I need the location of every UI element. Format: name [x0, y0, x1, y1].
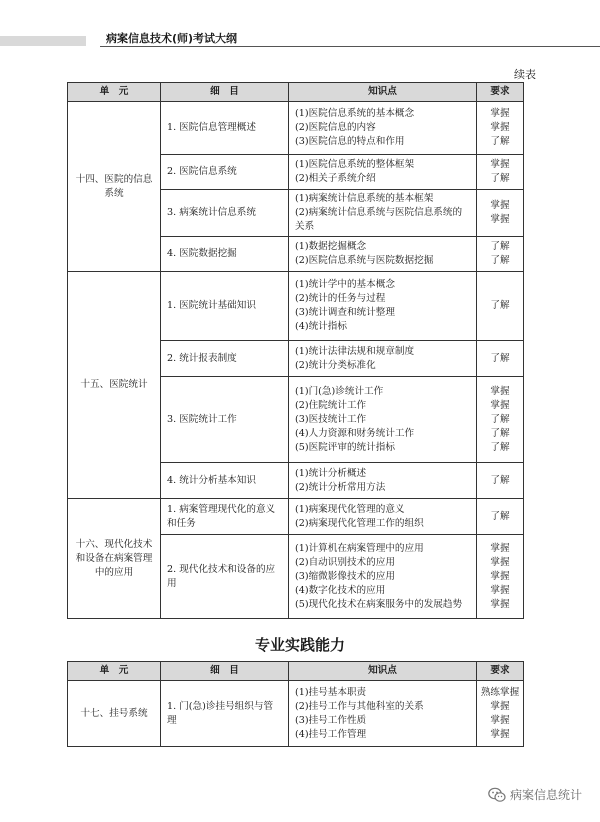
subtopic-cell: 2. 医院信息系统 [161, 155, 289, 190]
knowledge-point: (2)医院信息的内容 [295, 122, 376, 133]
requirement-level: 掌握 [490, 714, 510, 726]
knowledge-points-cell [289, 681, 477, 747]
requirement-level: 了解 [490, 300, 510, 311]
unit-cell: 十七、挂号系统 [68, 681, 161, 747]
requirement-cell [477, 155, 524, 190]
requirement-level: 了解 [490, 255, 510, 266]
requirement-level: 了解 [490, 136, 510, 147]
requirement-level: 掌握 [490, 584, 510, 596]
subtopic-cell: 3. 医院统计工作 [161, 377, 289, 463]
knowledge-points-cell [289, 377, 477, 463]
requirement-cell [477, 377, 524, 463]
subtopic-cell: 1. 医院信息管理概述 [161, 102, 289, 155]
requirement-cell [477, 272, 524, 341]
requirement-cell [477, 190, 524, 237]
knowledge-point: (1)医院信息系统的整体框架 [295, 159, 415, 170]
requirement-level: 了解 [490, 173, 510, 184]
header-line [100, 46, 600, 47]
wechat-icon [488, 787, 506, 803]
knowledge-point: (2)病案现代化管理工作的组织 [295, 517, 424, 529]
knowledge-point: (2)住院统计工作 [295, 399, 367, 411]
knowledge-point: (2)统计的任务与过程 [295, 293, 386, 304]
table-header-row [68, 662, 524, 681]
header-points: 知识点 [289, 662, 477, 681]
requirement-cell [477, 499, 524, 535]
subtopic-cell: 4. 统计分析基本知识 [161, 463, 289, 499]
section-title: 专业实践能力 [254, 636, 345, 654]
requirement-level: 了解 [490, 474, 510, 486]
header-points: 知识点 [289, 83, 477, 102]
requirement-level: 了解 [490, 441, 510, 453]
requirement-cell [477, 535, 524, 619]
knowledge-points-cell [289, 499, 477, 535]
subtopic-cell: 1. 医院统计基础知识 [161, 272, 289, 341]
knowledge-points-cell [289, 190, 477, 237]
knowledge-point: (2)统计分类标准化 [295, 359, 376, 371]
header-unit: 单 元 [68, 83, 161, 102]
table-row [68, 681, 524, 747]
requirement-level: 掌握 [490, 556, 510, 568]
knowledge-point: (2)自动识别技术的应用 [295, 556, 395, 568]
unit-cell: 十五、医院统计 [68, 272, 161, 499]
requirement-level: 掌握 [490, 399, 510, 411]
requirement-cell [477, 341, 524, 377]
requirement-cell [477, 102, 524, 155]
requirement-level: 了解 [490, 413, 510, 425]
requirement-level: 了解 [490, 352, 510, 364]
knowledge-point: (1)统计学中的基本概念 [295, 279, 395, 290]
unit-cell: 十六、现代化技术和设备在病案管理中的应用 [68, 499, 161, 619]
requirement-cell [477, 237, 524, 272]
knowledge-point: (2)挂号工作与其他科室的关系 [295, 700, 424, 712]
knowledge-points-cell [289, 463, 477, 499]
knowledge-point: (3)缩微影像技术的应用 [295, 570, 395, 582]
knowledge-point: (4)统计指标 [295, 321, 347, 332]
knowledge-point: (2)统计分析常用方法 [295, 481, 386, 493]
knowledge-point: (1)数据挖掘概念 [295, 241, 367, 252]
table-row [68, 499, 524, 535]
syllabus-table-practice [67, 661, 524, 747]
requirement-level: 掌握 [490, 108, 510, 119]
requirement-level: 掌握 [490, 122, 510, 133]
continued-label: 续表 [514, 68, 536, 81]
knowledge-point: (5)现代化技术在病案服务中的发展趋势 [295, 598, 463, 610]
subtopic-cell: 3. 病案统计信息系统 [161, 190, 289, 237]
requirement-cell [477, 463, 524, 499]
knowledge-point: (1)病案统计信息系统的基本框架 [295, 193, 434, 204]
knowledge-point: (5)医院评审的统计指标 [295, 441, 395, 453]
knowledge-point: (2)医院信息系统与医院数据挖掘 [295, 255, 434, 266]
requirement-level: 熟练掌握 [480, 686, 520, 698]
watermark [488, 786, 582, 803]
knowledge-point: (1)门(急)诊统计工作 [295, 385, 384, 397]
requirement-level: 掌握 [490, 214, 510, 225]
requirement-level: 了解 [490, 241, 510, 252]
knowledge-point: (2)相关子系统介绍 [295, 173, 376, 184]
knowledge-points-cell [289, 341, 477, 377]
knowledge-points-cell [289, 535, 477, 619]
knowledge-point: (1)病案现代化管理的意义 [295, 503, 405, 515]
knowledge-point: (1)统计法律法规和规章制度 [295, 345, 415, 357]
knowledge-point: (4)人力资源和财务统计工作 [295, 427, 415, 439]
subtopic-cell: 2. 统计报表制度 [161, 341, 289, 377]
knowledge-point: (4)挂号工作管理 [295, 728, 367, 740]
knowledge-point: (1)计算机在病案管理中的应用 [295, 542, 424, 554]
knowledge-point: (2)病案统计信息系统与医院信息系统的 [295, 207, 463, 218]
header-sub: 细 目 [161, 662, 289, 681]
subtopic-cell: 2. 现代化技术和设备的应用 [161, 535, 289, 619]
knowledge-points-cell [289, 155, 477, 190]
requirement-level: 掌握 [490, 728, 510, 740]
knowledge-points-cell [289, 237, 477, 272]
knowledge-point: (1)挂号基本职责 [295, 686, 367, 698]
requirement-level: 了解 [490, 427, 510, 439]
knowledge-points-cell [289, 272, 477, 341]
requirement-level: 掌握 [490, 700, 510, 712]
requirement-level: 掌握 [490, 385, 510, 397]
unit-cell: 十四、医院的信息系统 [68, 102, 161, 272]
header-req: 要求 [477, 83, 524, 102]
header-req: 要求 [477, 662, 524, 681]
subtopic-cell: 4. 医院数据挖掘 [161, 237, 289, 272]
knowledge-point: (1)医院信息系统的基本概念 [295, 108, 415, 119]
header-bar [0, 36, 86, 46]
watermark-text: 病案信息统计 [509, 788, 582, 802]
requirement-cell [477, 681, 524, 747]
page-header-title: 病案信息技术(师)考试大纲 [106, 32, 238, 45]
subtopic-cell: 1. 病案管理现代化的意义和任务 [161, 499, 289, 535]
knowledge-point: (3)医院信息的特点和作用 [295, 136, 405, 147]
requirement-level: 掌握 [490, 570, 510, 582]
requirement-level: 掌握 [490, 542, 510, 554]
knowledge-point: (3)医技统计工作 [295, 413, 367, 425]
requirement-level: 了解 [490, 510, 510, 522]
knowledge-point: (4)数字化技术的应用 [295, 584, 386, 596]
table-header-row [68, 83, 524, 102]
knowledge-point: (1)统计分析概述 [295, 467, 367, 479]
table-row [68, 102, 524, 155]
header-sub: 细 目 [161, 83, 289, 102]
table-row [68, 272, 524, 341]
requirement-level: 掌握 [490, 159, 510, 170]
subtopic-cell: 1. 门(急)诊挂号组织与管理 [161, 681, 289, 747]
knowledge-point: (3)挂号工作性质 [295, 714, 367, 726]
knowledge-point: 关系 [295, 221, 315, 232]
syllabus-table-continued [67, 82, 524, 619]
knowledge-point: (3)统计调查和统计整理 [295, 307, 395, 318]
requirement-level: 掌握 [490, 200, 510, 211]
knowledge-points-cell [289, 102, 477, 155]
requirement-level: 掌握 [490, 598, 510, 610]
header-unit: 单 元 [68, 662, 161, 681]
